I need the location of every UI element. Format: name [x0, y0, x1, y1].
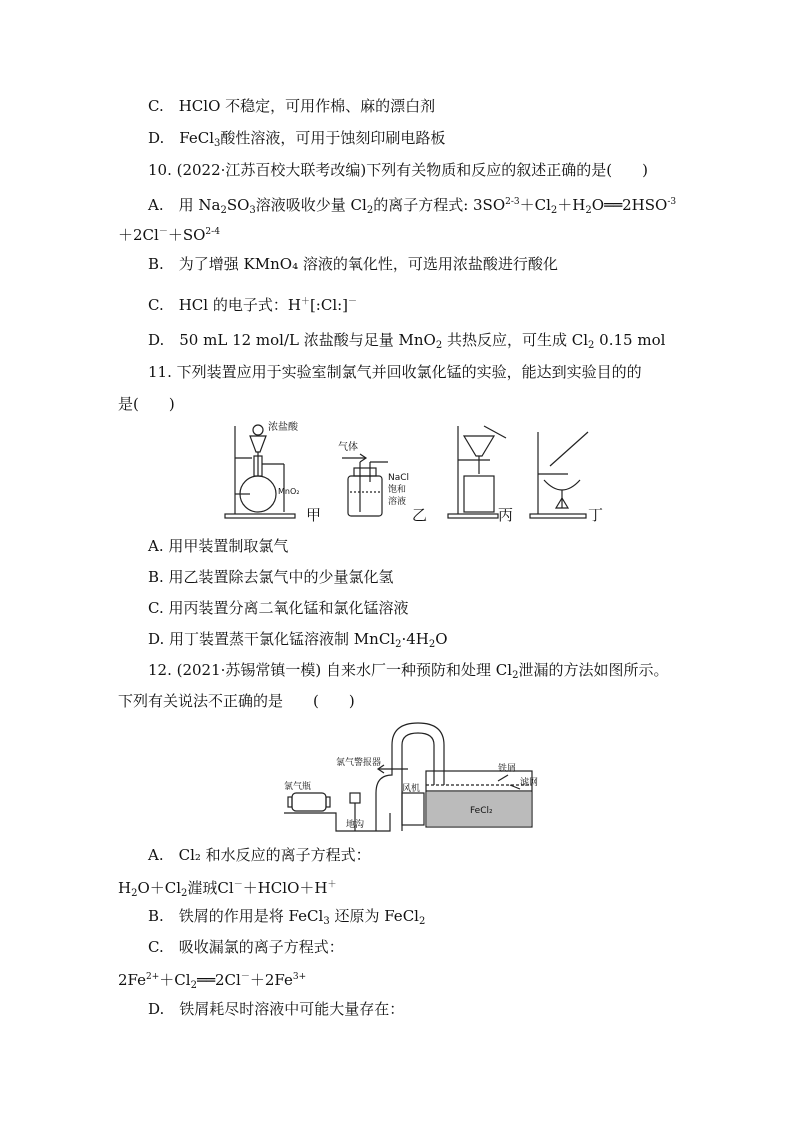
label-saturated: 饱和	[388, 485, 407, 495]
question-12-option-c-equation: $2Fe^{2+}+Cl_2══2Cl^-+2Fe^{3+}$	[118, 971, 307, 991]
question-10-option-a-cont: $+2Cl^-+SO^{2-4}$	[118, 226, 220, 244]
question-10-option-d: D. 50 mL 12 mol/L 浓盐酸与足量 MnO$_2$ 共热反应，可生成 $Cl_2$ 0.15 mol	[148, 331, 666, 351]
question-12-option-d: D. 铁屑耗尽时溶液中可能大量存在：	[148, 1000, 405, 1018]
label-gas: 气体	[338, 442, 358, 453]
chlorine-leak-drawing	[280, 715, 550, 837]
question-12-option-b: B. 铁屑的作用是将 FeCl$_3$ 还原为 FeCl$_2$	[148, 907, 426, 927]
question-12-stem: 12. (2021·苏锡常镇一模) 自来水厂一种预防和处理 $Cl_2$泄漏的方法如图所示。	[148, 661, 669, 681]
label-chlorine-alarm: 氯气警报器	[336, 758, 382, 768]
label-fan: 风机	[402, 784, 421, 794]
label-mno2: MnO₂	[278, 487, 300, 496]
question-11-option-b: B. 用乙装置除去氯气中的少量氯化氢	[148, 568, 394, 586]
question-11-option-d: D. 用丁装置蒸干氯化锰溶液制 $MnCl_2\cdot 4H_2O$	[148, 630, 448, 650]
chlorine-leak-figure	[280, 715, 550, 837]
apparatus-tag-bing: 丙	[498, 506, 514, 524]
question-11-option-a: A. 用甲装置制取氯气	[148, 537, 289, 555]
label-solution: 溶液	[388, 497, 407, 507]
question-11-option-c: C. 用丙装置分离二氧化锰和氯化锰溶液	[148, 599, 409, 617]
apparatus-tag-yi: 乙	[412, 506, 428, 524]
question-10-option-b: B. 为了增强 KMnO₄ 溶液的氧化性，可选用浓盐酸进行酸化	[148, 255, 558, 273]
label-chlorine-cylinder: 氯气瓶	[284, 782, 312, 792]
question-10-option-c: C. HCl 的电子式：H＋[:Cl:]－	[148, 296, 358, 314]
question-10-stem: 10. (2022·江苏百校大联考改编)下列有关物质和反应的叙述正确的是( )	[148, 161, 648, 179]
label-trench: 地沟	[346, 820, 365, 830]
apparatus-tag-jia: 甲	[306, 506, 322, 524]
question-12-option-a-equation: $H_2O+Cl_2$漄珬Cl－＋HClO＋H＋	[118, 879, 337, 899]
lab-apparatus-figure	[220, 416, 620, 524]
label-iron-filings: 铁屑	[498, 764, 517, 774]
question-9-option-d: D. FeCl$_3$酸性溶液，可用于蚀刻印刷电路板	[148, 129, 446, 149]
label-nacl: NaCl	[388, 473, 410, 483]
label-filter: 滤网	[520, 778, 539, 788]
question-12-option-a: A. Cl₂ 和水反应的离子方程式：	[148, 846, 371, 864]
apparatus-tag-ding: 丁	[588, 506, 604, 524]
question-11-stem-cont: 是( )	[118, 395, 175, 413]
label-fecl-solution: FeCl₂	[470, 806, 493, 816]
question-9-option-c: C. HClO 不稳定，可用作棉、麻的漂白剂	[148, 97, 436, 115]
question-10-option-a: A. 用 $Na_2SO_3$溶液吸收少量 $Cl_2$的离子方程式: $3SO^{2-3}+Cl_2+H_2O══2HSO^{-3}$	[148, 196, 677, 216]
label-conc-hcl: 浓盐酸	[268, 422, 298, 433]
question-11-stem: 11. 下列装置应用于实验室制氯气并回收氯化锰的实验，能达到实验目的的	[148, 363, 642, 381]
lab-apparatus-drawing	[220, 416, 620, 524]
question-12-option-c: C. 吸收漏氯的离子方程式：	[148, 938, 344, 956]
question-12-stem-cont: 下列有关说法不正确的是 ( )	[118, 692, 355, 710]
